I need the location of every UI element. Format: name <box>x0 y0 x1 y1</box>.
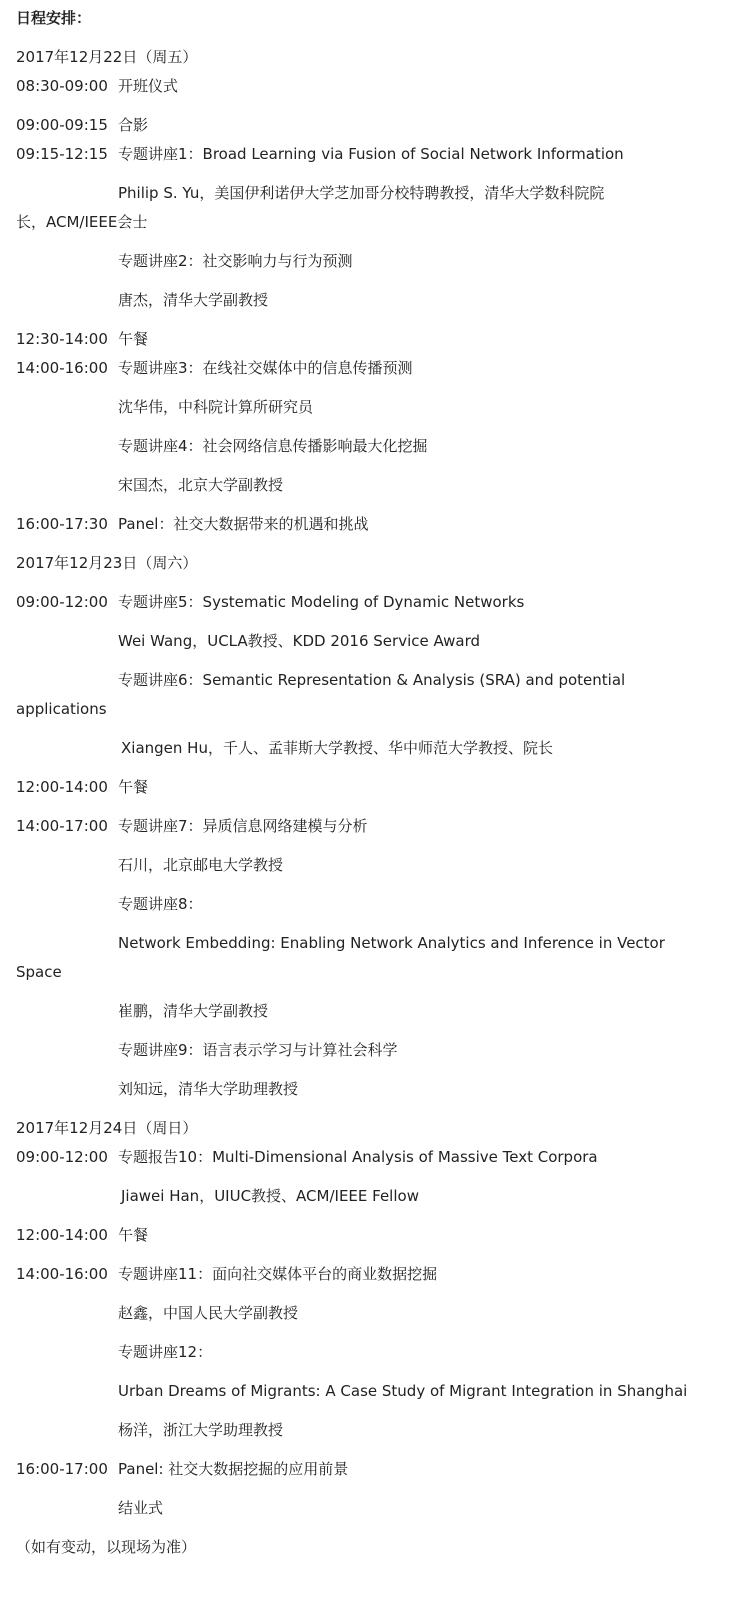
time-slot: 12:00-14:00 <box>16 1226 108 1244</box>
lecture-8-title: Network Embedding: Enabling Network Analytics and Inference in Vector <box>118 934 665 952</box>
time-slot: 09:00-12:00 <box>16 593 108 611</box>
time-slot: 09:00-09:15 <box>16 116 108 134</box>
schedule-title: 日程安排： <box>16 9 92 27</box>
lecture-1-title: 专题讲座1：Broad Learning via Fusion of Social Network Information <box>118 145 624 163</box>
lecture-7-title: 专题讲座7：异质信息网络建模与分析 <box>118 817 368 835</box>
session-opening: 开班仪式 <box>118 77 179 95</box>
speaker-info: 沈华伟，中科院计算所研究员 <box>118 398 314 416</box>
panel-title: Panel: 社交大数据挖掘的应用前景 <box>118 1460 349 1478</box>
time-slot: 16:00-17:00 <box>16 1460 108 1478</box>
speaker-info: Jiawei Han，UIUC教授、ACM/IEEE Fellow <box>121 1187 419 1205</box>
lecture-8-label: 专题讲座8： <box>118 895 203 913</box>
lecture-6-title-continued: applications <box>16 700 107 718</box>
speaker-info: 杨洋，浙江大学助理教授 <box>118 1421 284 1439</box>
lecture-2-title: 专题讲座2：社交影响力与行为预测 <box>118 252 353 270</box>
lecture-8-title-continued: Space <box>16 963 62 981</box>
time-slot: 09:00-12:00 <box>16 1148 108 1166</box>
session-lunch: 午餐 <box>118 330 149 348</box>
time-slot: 14:00-16:00 <box>16 359 108 377</box>
speaker-info: 唐杰，清华大学副教授 <box>118 291 269 309</box>
speaker-info: 赵鑫，中国人民大学副教授 <box>118 1304 299 1322</box>
day-2-date: 2017年12月23日（周六） <box>16 554 198 572</box>
lecture-10-title: 专题报告10：Multi-Dimensional Analysis of Massive Text Corpora <box>118 1148 598 1166</box>
day-1-date: 2017年12月22日（周五） <box>16 48 198 66</box>
lecture-11-title: 专题讲座11：面向社交媒体平台的商业数据挖掘 <box>118 1265 438 1283</box>
time-slot: 08:30-09:00 <box>16 77 108 95</box>
schedule-note: （如有变动，以现场为准） <box>16 1538 197 1556</box>
day-3-date: 2017年12月24日（周日） <box>16 1119 198 1137</box>
time-slot: 16:00-17:30 <box>16 515 108 533</box>
speaker-info: 崔鹏，清华大学副教授 <box>118 1002 269 1020</box>
time-slot: 12:30-14:00 <box>16 330 108 348</box>
speaker-info: Wei Wang，UCLA教授、KDD 2016 Service Award <box>118 632 481 650</box>
session-lunch: 午餐 <box>118 1226 149 1244</box>
speaker-info-continued: 长，ACM/IEEE会士 <box>16 213 148 231</box>
speaker-info: 宋国杰，北京大学副教授 <box>118 476 284 494</box>
time-slot: 14:00-17:00 <box>16 817 108 835</box>
time-slot: 14:00-16:00 <box>16 1265 108 1283</box>
speaker-info: 石川，北京邮电大学教授 <box>118 856 284 874</box>
lecture-5-title: 专题讲座5：Systematic Modeling of Dynamic Networks <box>118 593 525 611</box>
time-slot: 12:00-14:00 <box>16 778 108 796</box>
speaker-info: 刘知远，清华大学助理教授 <box>118 1080 299 1098</box>
speaker-info: Philip S. Yu，美国伊利诺伊大学芝加哥分校特聘教授，清华大学数科院院 <box>118 184 605 202</box>
session-closing: 结业式 <box>118 1499 164 1517</box>
lecture-9-title: 专题讲座9：语言表示学习与计算社会科学 <box>118 1041 398 1059</box>
time-slot: 09:15-12:15 <box>16 145 108 163</box>
lecture-6-title: 专题讲座6：Semantic Representation & Analysis (SRA) and potential <box>118 671 626 689</box>
lecture-3-title: 专题讲座3：在线社交媒体中的信息传播预测 <box>118 359 413 377</box>
lecture-12-title: Urban Dreams of Migrants: A Case Study of Migrant Integration in Shanghai <box>118 1382 688 1400</box>
lecture-12-label: 专题讲座12： <box>118 1343 213 1361</box>
panel-title: Panel：社交大数据带来的机遇和挑战 <box>118 515 369 533</box>
session-lunch: 午餐 <box>118 778 149 796</box>
speaker-info: Xiangen Hu，千人、孟菲斯大学教授、华中师范大学教授、院长 <box>121 739 553 757</box>
session-photo: 合影 <box>118 116 149 134</box>
lecture-4-title: 专题讲座4：社会网络信息传播影响最大化挖掘 <box>118 437 428 455</box>
